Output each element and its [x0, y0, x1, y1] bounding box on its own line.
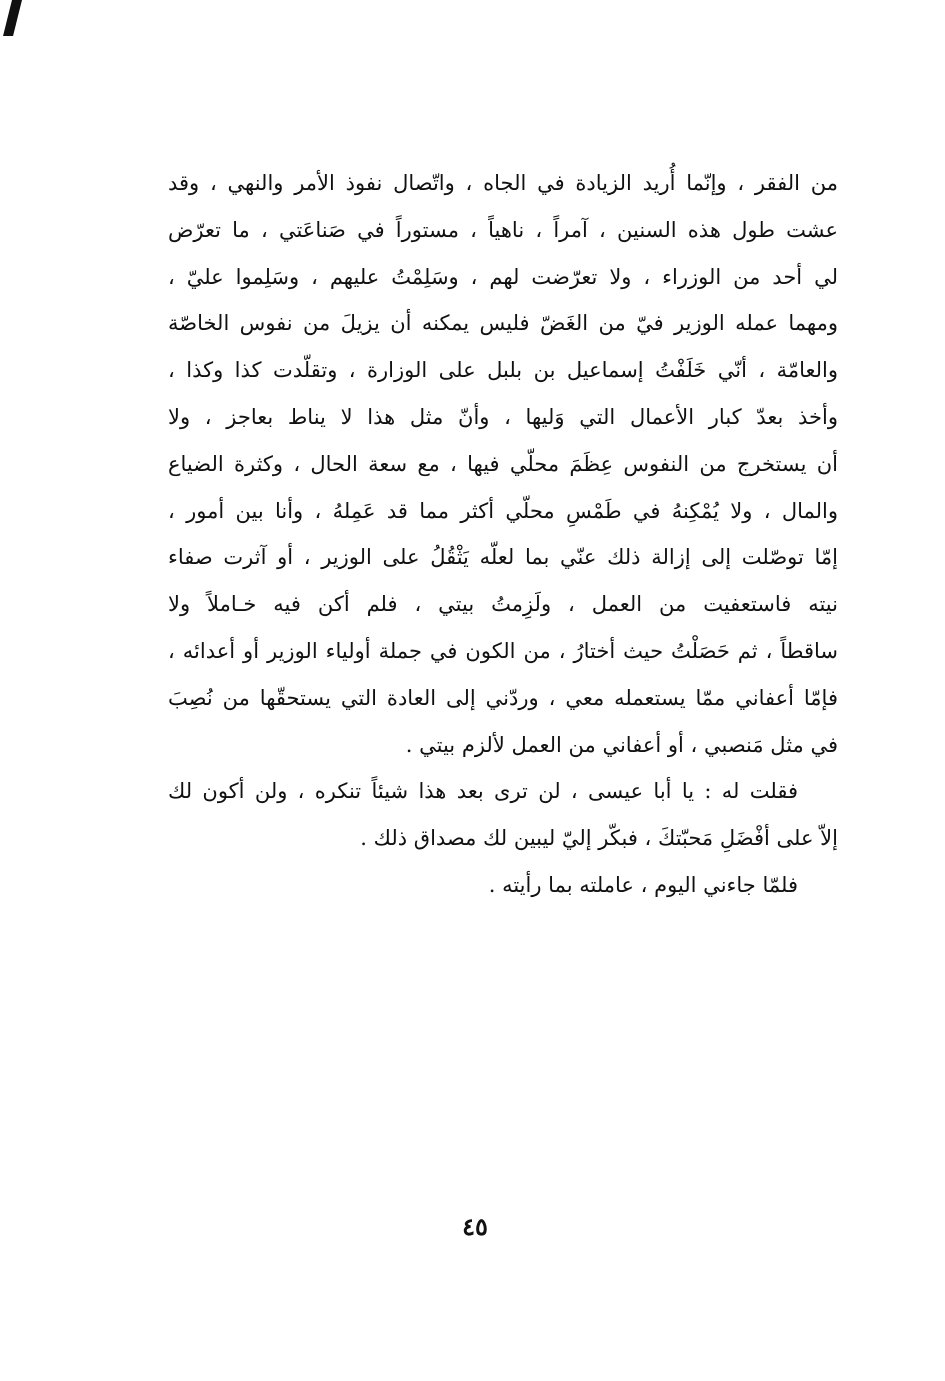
text-line: فلمّا جاءني اليوم ، عاملته بما رأيته . — [488, 872, 798, 897]
body-text — [168, 160, 838, 909]
text-line: أن يستخرج من النفوس عِظَمَ محلّي فيها ، مع سعة الحال ، وكثرة الضياع — [168, 451, 838, 476]
text-line: نيته فاستعفيت من العمل ، ولَزِمتُ بيتي ، فلم أكن فيه خـاملاً ولا — [168, 592, 838, 617]
text-line: في مثل مَنصبي ، أو أعفاني من العمل لألزم بيتي . — [405, 732, 838, 757]
text-line: من الفقر ، وإنّما أُريد الزيادة في الجاه ، واتّصال نفوذ الأمر والنهي ، وقد — [168, 171, 838, 195]
corner-mark — [3, 0, 22, 36]
text-line: فقلت له : يا أبا عيسى ، لن ترى بعد هذا شيئاً تنكره ، ولن أكون لك — [168, 779, 798, 804]
text-line: إمّا توصّلت إلى إزالة ذلك عنّي بما لعلّه يَثْقُلُ على الوزير ، أو آثرت صفاء — [168, 545, 838, 570]
text-line: ومهما عمله الوزير فيّ من الغَضّ فليس يمكنه أن يزيلَ من نفوس الخاصّة — [168, 311, 838, 336]
text-line: فإمّا أعفاني ممّا يستعمله معي ، وردّني إلى العادة التي يستحقّها من نُصِبَ — [168, 685, 838, 710]
text-line: لي أحد من الوزراء ، ولا تعرّضت لهم ، وسَلِمْتُ عليهم ، وسَلِموا عليّ ، — [168, 264, 838, 289]
text-line: ساقطاً ، ثم حَصَلْتُ حيث أختارُ ، من الكون في جملة أولياء الوزير أو أعدائه ، — [168, 638, 838, 663]
text-line: والعامّة ، أنّي خَلَفْتُ إسماعيل بن بلبل على الوزارة ، وتقلّدت كذا وكذا ، — [168, 358, 838, 383]
text-line: عشت طول هذه السنين ، آمراً ، ناهياً ، مستوراً في صَناعَتي ، ما تعرّض — [168, 217, 838, 242]
text-line: وأخذ بعدّ كبار الأعمال التي وَليها ، وأنّ مثل هذا لا يناط بعاجز ، ولا — [168, 404, 838, 429]
page-number: ٤٥ — [462, 1212, 488, 1241]
text-line: إلاّ على أفْضَلِ مَحبّتكَ ، فبكّر إليّ ليبين لك مصداق ذلك . — [360, 826, 838, 851]
text-line: والمال ، ولا يُمْكِنهُ في طَمْسِ محلّي أكثر مما قد عَمِلهُ ، وأنا بين أمور ، — [168, 498, 838, 523]
